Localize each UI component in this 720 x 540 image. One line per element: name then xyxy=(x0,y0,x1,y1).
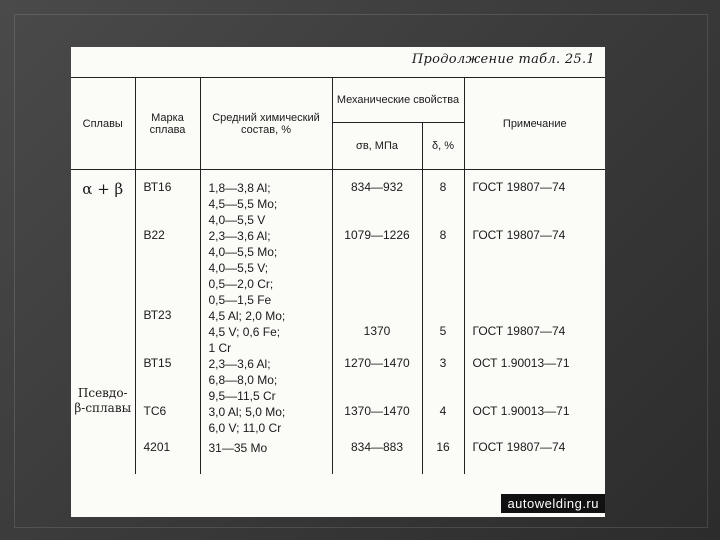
delta-cell: 8 xyxy=(422,180,464,228)
sigma-cell: 1370—1470 xyxy=(332,404,422,436)
group-label-pseudo-beta: Псевдо-β-сплавы xyxy=(74,385,132,415)
sigma-cell: 834—883 xyxy=(332,436,422,456)
composition-cell: 4,5 Al; 2,0 Mo; 4,5 V; 0,6 Fe; 1 Cr xyxy=(200,308,332,356)
table-row xyxy=(71,404,605,436)
col-header-composition: Средний химический состав, % xyxy=(200,78,332,170)
note-cell: ГОСТ 19807—74 xyxy=(464,436,605,456)
col-header-mechanical: Механические свойства xyxy=(332,78,464,123)
note-cell: ОСТ 1.90013—71 xyxy=(464,356,605,404)
scanned-table-page xyxy=(71,47,605,517)
table-row xyxy=(71,308,605,356)
table-row xyxy=(71,228,605,308)
delta-cell: 4 xyxy=(422,404,464,436)
composition-cell: 31—35 Mo xyxy=(200,436,332,456)
grade-cell: ВТ23 xyxy=(135,308,200,356)
composition-cell: 2,3—3,6 Al; 4,0—5,5 Mo; 4,0—5,5 V; 0,5—2,0 Cr; 0,5—1,5 Fe xyxy=(200,228,332,308)
col-header-grade: Марка сплава xyxy=(135,78,200,170)
note-cell: ГОСТ 19807—74 xyxy=(464,228,605,308)
composition-cell: 2,3—3,6 Al; 6,8—8,0 Mo; 9,5—11,5 Cr xyxy=(200,356,332,404)
group-label-alpha-beta: α + β xyxy=(82,179,124,198)
table-row xyxy=(71,180,605,228)
note-cell: ГОСТ 19807—74 xyxy=(464,180,605,228)
sigma-cell: 834—932 xyxy=(332,180,422,228)
sigma-cell: 1270—1470 xyxy=(332,356,422,404)
table-continuation-caption: Продолжение табл. 25.1 xyxy=(411,52,595,67)
note-cell: ОСТ 1.90013—71 xyxy=(464,404,605,436)
sigma-cell: 1370 xyxy=(332,308,422,356)
table-row xyxy=(71,436,605,456)
col-header-sigma: σв, МПа xyxy=(332,123,422,170)
col-header-delta: δ, % xyxy=(422,123,464,170)
delta-cell: 16 xyxy=(422,436,464,456)
delta-cell: 3 xyxy=(422,356,464,404)
col-header-alloys: Сплавы xyxy=(71,78,135,170)
composition-cell: 3,0 Al; 5,0 Mo; 6,0 V; 11,0 Cr xyxy=(200,404,332,436)
grade-cell: В22 xyxy=(135,228,200,308)
sigma-cell: 1079—1226 xyxy=(332,228,422,308)
delta-cell: 5 xyxy=(422,308,464,356)
grade-cell: ВТ16 xyxy=(135,180,200,228)
watermark-label: autowelding.ru xyxy=(501,494,605,513)
grade-cell: ВТ15 xyxy=(135,356,200,404)
table-row xyxy=(71,356,605,404)
composition-cell: 1,8—3,8 Al; 4,5—5,5 Mo; 4,0—5,5 V xyxy=(200,180,332,228)
col-header-note: Примечание xyxy=(464,78,605,170)
grade-cell: ТС6 xyxy=(135,404,200,436)
delta-cell: 8 xyxy=(422,228,464,308)
note-cell: ГОСТ 19807—74 xyxy=(464,308,605,356)
grade-cell: 4201 xyxy=(135,436,200,456)
titanium-alloys-table xyxy=(71,77,605,474)
